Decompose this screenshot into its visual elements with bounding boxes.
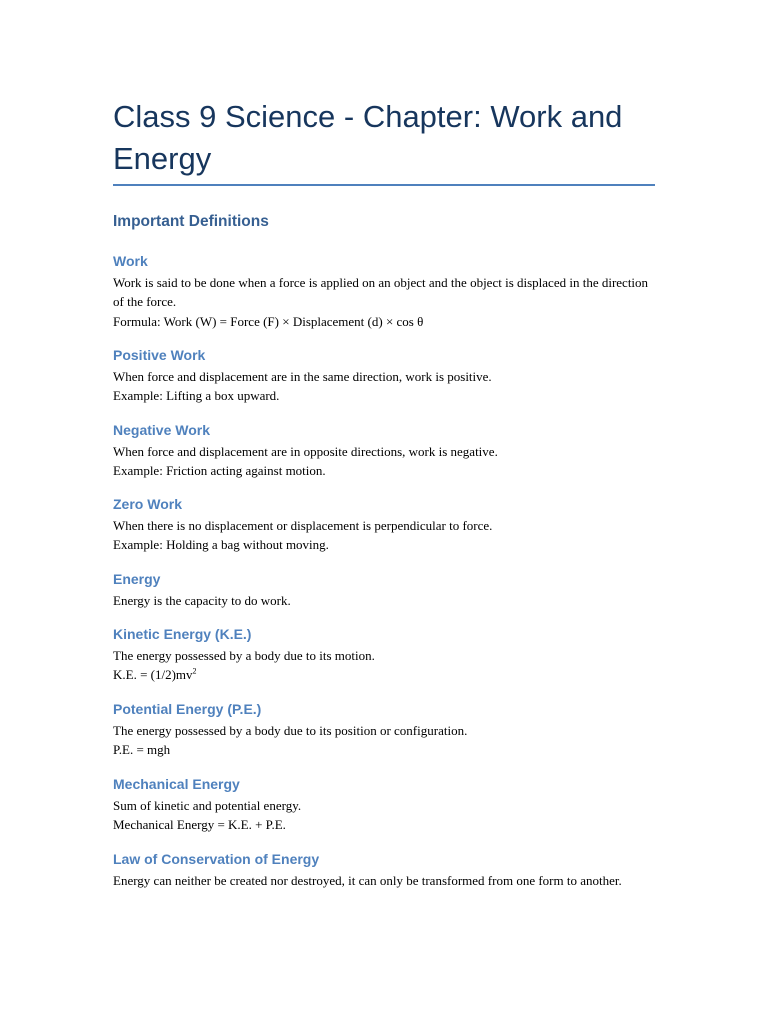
definition-term: Positive Work: [113, 347, 206, 363]
page-title: Class 9 Science - Chapter: Work and Energy: [113, 99, 623, 176]
definition-mechanical-energy: [113, 775, 655, 835]
definition-term: Kinetic Energy (K.E.): [113, 626, 252, 642]
definition-text: When force and displacement are in the same direction, work is positive.: [113, 369, 492, 384]
definition-term: Law of Conservation of Energy: [113, 851, 320, 867]
formula-superscript: 2: [192, 666, 197, 676]
definition-term: Mechanical Energy: [113, 776, 240, 792]
definition-positive-work: [113, 346, 655, 406]
definition-text: The energy possessed by a body due to its motion.: [113, 648, 375, 663]
definition-energy: [113, 570, 655, 610]
definition-text: Energy can neither be created nor destroyed, it can only be transformed from one form to another.: [113, 873, 622, 888]
definition-text: When force and displacement are in opposite directions, work is negative.: [113, 444, 498, 459]
title-divider: [113, 184, 655, 186]
definition-work: [113, 252, 655, 331]
definition-example: Example: Lifting a box upward.: [113, 388, 280, 404]
definition-term: Energy: [113, 571, 161, 587]
definition-term: Potential Energy (P.E.): [113, 701, 262, 717]
definition-formula: P.E. = mgh: [113, 742, 171, 758]
definition-zero-work: [113, 495, 655, 555]
definition-potential-energy: [113, 700, 655, 760]
definition-text: Work is said to be done when a force is applied on an object and the object is displaced in the direction of the force.: [113, 275, 649, 310]
definition-example: Example: Friction acting against motion.: [113, 463, 326, 479]
definition-text: Energy is the capacity to do work.: [113, 593, 291, 608]
definition-formula: Formula: Work (W) = Force (F) × Displacement (d) × cos θ: [113, 313, 424, 329]
definition-term: Work: [113, 253, 148, 269]
formula-text: K.E. = (1/2)mv: [113, 667, 193, 683]
section-heading: Important Definitions: [113, 213, 269, 230]
definition-conservation-of-energy: [113, 850, 655, 890]
definition-example: Example: Holding a bag without moving.: [113, 537, 329, 553]
definition-kinetic-energy: [113, 625, 655, 685]
definition-term: Negative Work: [113, 422, 210, 438]
definition-formula: Mechanical Energy = K.E. + P.E.: [113, 817, 286, 833]
definition-text: The energy possessed by a body due to its position or configuration.: [113, 723, 468, 738]
definition-text: When there is no displacement or displacement is perpendicular to force.: [113, 518, 493, 533]
document-page: [113, 96, 655, 186]
definition-negative-work: [113, 421, 655, 481]
definition-formula: [113, 665, 655, 684]
definition-term: Zero Work: [113, 496, 182, 512]
definition-text: Sum of kinetic and potential energy.: [113, 798, 302, 813]
